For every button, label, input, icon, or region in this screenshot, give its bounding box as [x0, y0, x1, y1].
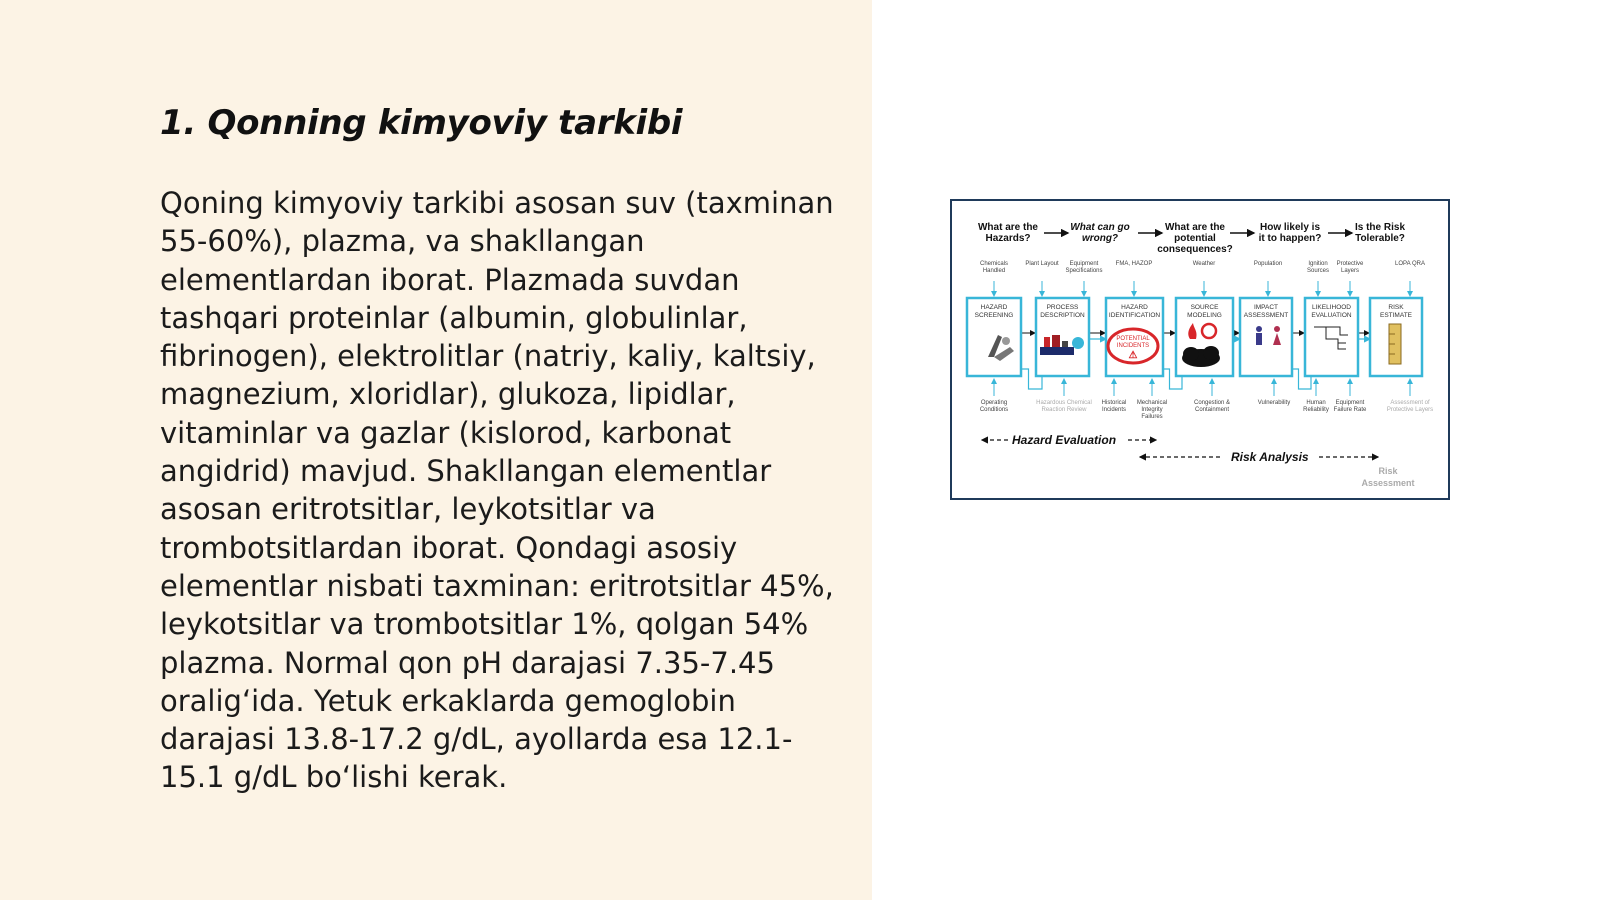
slide-title: 1. Qonning kimyoviy tarkibi	[160, 103, 683, 143]
top-input-label: Protective Layers	[1336, 261, 1364, 274]
question-2: What can go wrong?	[1070, 222, 1130, 244]
svg-text:Risk Analysis: Risk Analysis	[1231, 450, 1309, 464]
top-input-label: Plant Layout	[1025, 261, 1059, 267]
svg-text:Assessment: Assessment	[1361, 478, 1415, 488]
incident-label: POTENTIAL INCIDENTS	[1116, 336, 1150, 349]
top-input-label: LOPA QRA	[1395, 261, 1425, 267]
top-input-label: Chemicals Handled	[979, 261, 1009, 274]
top-input-label: FMA, HAZOP	[1115, 261, 1153, 267]
process-box-label: PROCESS DESCRIPTION	[1040, 304, 1085, 319]
process-box-label: RISK ESTIMATE	[1379, 304, 1413, 319]
bottom-input-label: Human Reliability	[1303, 400, 1329, 413]
risk-ruler-icon	[1389, 324, 1401, 364]
process-box-label: HAZARD SCREENING	[974, 304, 1014, 319]
potential-incidents-icon	[1108, 329, 1158, 363]
svg-text:⚠: ⚠	[1128, 350, 1138, 361]
risk-analysis-diagram	[950, 199, 1450, 500]
svg-text:Hazard Evaluation: Hazard Evaluation	[1012, 433, 1117, 447]
process-box-label: IMPACT ASSESSMENT	[1243, 304, 1289, 319]
bottom-input-label: Vulnerability	[1257, 400, 1291, 406]
bottom-input-label: Mechanical Integrity Failures	[1136, 400, 1168, 420]
svg-text:Risk: Risk	[1378, 466, 1398, 476]
process-box-label: SOURCE MODELING	[1187, 304, 1222, 319]
process-box-label: HAZARD IDENTIFICATION	[1108, 304, 1161, 319]
question-1: What are the Hazards?	[977, 222, 1039, 244]
body-paragraph: Qoning kimyoviy tarkibi asosan suv (taxminan 55-60%), plazma, va shakllangan elementlardan iborat. Plazmada suvdan tashqari proteinlar (albumin, globulinlar, fibrinogen), elektrolitlar (natriy, kaliy, kaltsiy, magnezium, xloridlar), glukoza, lipidlar, vitaminlar va gazlar (kislorod, karbonat angidrid) mavjud. Shakllangan elementlar asosan eritrotsitlar, leykotsitlar va trombotsitlardan iborat. Qondagi asosiy elementlar nisbati taxminan: eritrotsitlar 45%, leykotsitlar va trombotsitlar 1%, qolgan 54% plazma. Normal qon pH darajasi 7.35-7.45 oralig‘ida. Yetuk erkaklarda gemoglobin darajasi 13.8-17.2 g/dL, ayollarda esa 12.1-15.1 g/dL bo‘lishi kerak.	[160, 186, 834, 795]
bottom-input-label: Congestion & Containment	[1193, 400, 1231, 413]
bottom-input-label: Operating Conditions	[979, 400, 1009, 413]
bottom-input-label: Hazardous Chemical Reaction Review	[1036, 400, 1092, 413]
bottom-input-label: Assessment of Protective Layers	[1386, 400, 1434, 413]
top-input-label: Equipment Specifications	[1065, 261, 1103, 274]
question-3: What are the potential consequences?	[1157, 222, 1233, 255]
bottom-input-label: Equipment Failure Rate	[1333, 400, 1367, 413]
question-4: How likely is it to happen?	[1258, 222, 1322, 244]
bottom-input-label: Historical Incidents	[1101, 400, 1127, 413]
top-input-label: Population	[1253, 261, 1283, 267]
question-5: Is the Risk Tolerable?	[1354, 222, 1406, 244]
top-input-label: Ignition Sources	[1306, 261, 1330, 274]
process-box-label: LIKELIHOOD EVALUATION	[1311, 304, 1352, 319]
top-input-label: Weather	[1192, 261, 1216, 267]
